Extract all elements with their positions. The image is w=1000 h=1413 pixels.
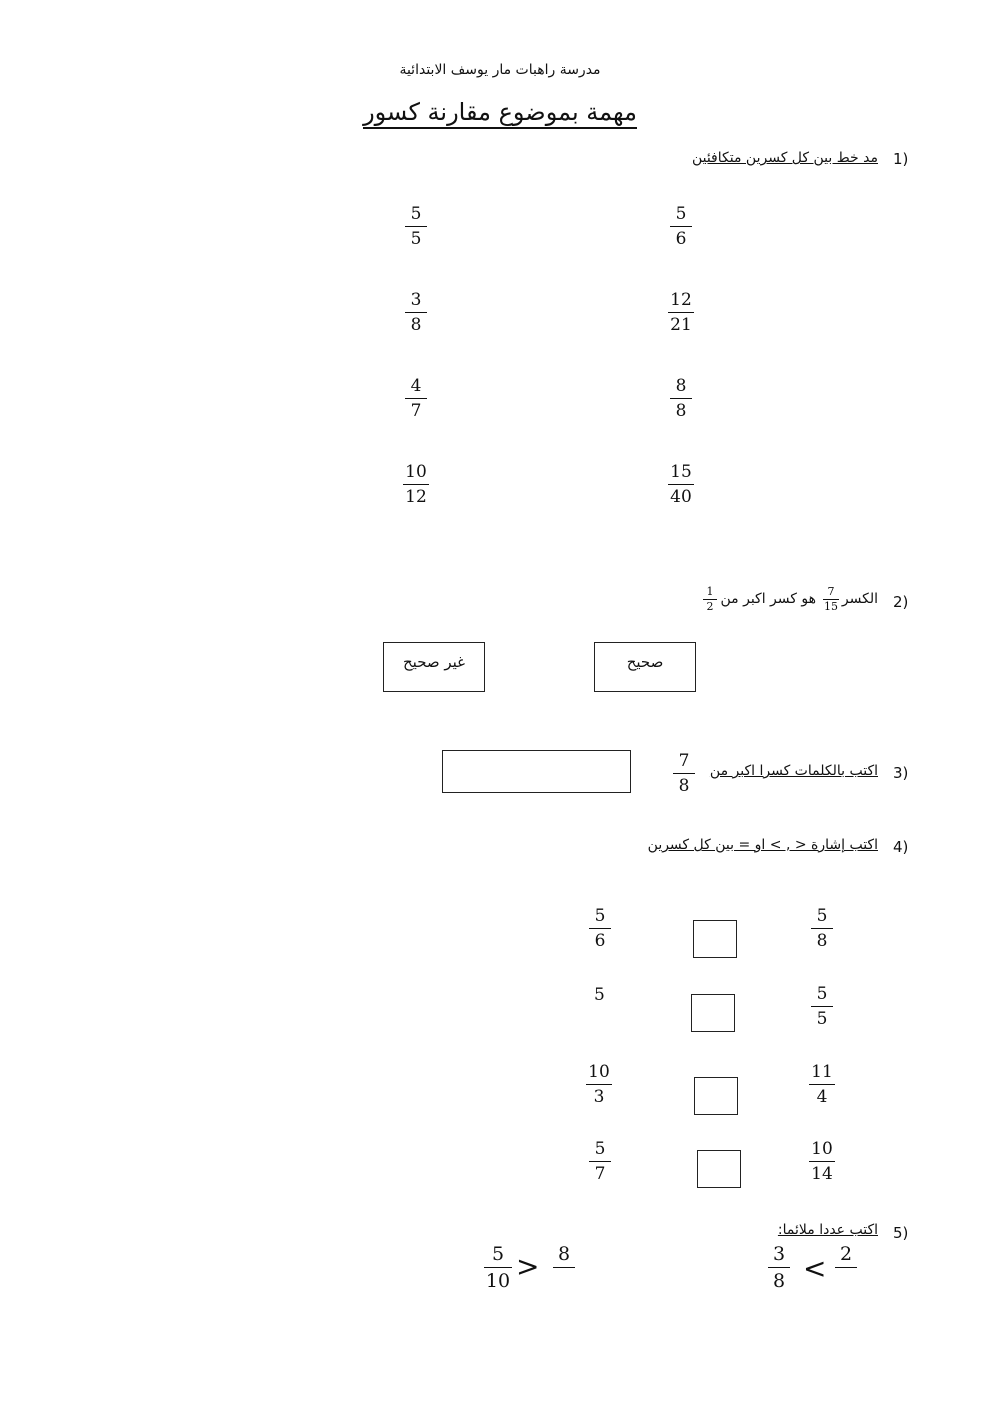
q5-right-fraction-a: 3 8 bbox=[768, 1242, 790, 1293]
true-button[interactable]: صحيح bbox=[594, 642, 696, 692]
q4-row2-left-whole: 5 bbox=[594, 985, 605, 1005]
q5-left-fraction-b[interactable]: 8 bbox=[553, 1242, 575, 1293]
q4-row4-left-fraction: 5 7 bbox=[589, 1138, 611, 1185]
q4-row1-left-fraction: 5 6 bbox=[589, 905, 611, 952]
q4-row1-right-fraction: 5 8 bbox=[811, 905, 833, 952]
q4-number: 4) bbox=[893, 838, 909, 856]
q4-row2-sign-box[interactable] bbox=[691, 994, 735, 1032]
q2-text-part2: هو كسر اكبر من bbox=[720, 591, 816, 607]
q4-row4-right-fraction: 10 14 bbox=[809, 1138, 835, 1185]
q1-right-fraction-2[interactable]: 12 21 bbox=[668, 289, 694, 336]
q4-row4-sign-box[interactable] bbox=[697, 1150, 741, 1188]
q3-number: 3) bbox=[893, 764, 909, 782]
q1-number: 1) bbox=[893, 150, 909, 168]
q4-text: اكتب إشارة < , > او = بين كل كسرين bbox=[647, 837, 878, 853]
q4-row3-sign-box[interactable] bbox=[694, 1077, 738, 1115]
page-title: مهمة بموضوع مقارنة كسور bbox=[0, 98, 1000, 126]
q3-fraction: 7 8 bbox=[673, 750, 695, 797]
q1-right-fraction-4[interactable]: 15 40 bbox=[668, 461, 694, 508]
q5-text: اكتب عددا ملائما: bbox=[777, 1222, 878, 1238]
q5-left-fraction-a: 5 10 bbox=[485, 1243, 511, 1292]
q2-number: 2) bbox=[893, 593, 909, 611]
q5-right-fraction-b[interactable]: 2 bbox=[835, 1242, 857, 1293]
q4-row1-sign-box[interactable] bbox=[693, 920, 737, 958]
school-name: مدرسة راهبات مار يوسف الابتدائية bbox=[399, 62, 601, 78]
q4-row3-right-fraction: 11 4 bbox=[809, 1061, 835, 1108]
q4-row3-left-fraction: 10 3 bbox=[586, 1061, 612, 1108]
false-button[interactable]: غير صحيح bbox=[383, 642, 485, 692]
q5-right-sign: < bbox=[803, 1252, 827, 1285]
q3-text: اكتب بالكلمات كسرا اكبر من bbox=[709, 763, 878, 779]
q5-left-sign: > bbox=[516, 1250, 540, 1283]
q1-right-fraction-3[interactable]: 8 8 bbox=[670, 375, 692, 422]
q2-text-part1: الكسر bbox=[841, 591, 878, 607]
q1-left-fraction-4[interactable]: 10 12 bbox=[403, 461, 429, 508]
q1-text: مد خط بين كل كسرين متكافئين bbox=[691, 150, 878, 166]
q5-number: 5) bbox=[893, 1224, 909, 1242]
q2-fraction-b: 1 2 bbox=[704, 586, 716, 613]
q1-right-fraction-1[interactable]: 5 6 bbox=[670, 203, 692, 250]
q4-row2-right-fraction: 5 5 bbox=[811, 983, 833, 1030]
q1-left-fraction-2[interactable]: 3 8 bbox=[405, 289, 427, 336]
q3-answer-box[interactable] bbox=[442, 750, 631, 793]
q2-fraction-a: 7 15 bbox=[824, 585, 838, 613]
q1-left-fraction-3[interactable]: 4 7 bbox=[405, 375, 427, 422]
q1-left-fraction-1[interactable]: 5 5 bbox=[405, 203, 427, 250]
